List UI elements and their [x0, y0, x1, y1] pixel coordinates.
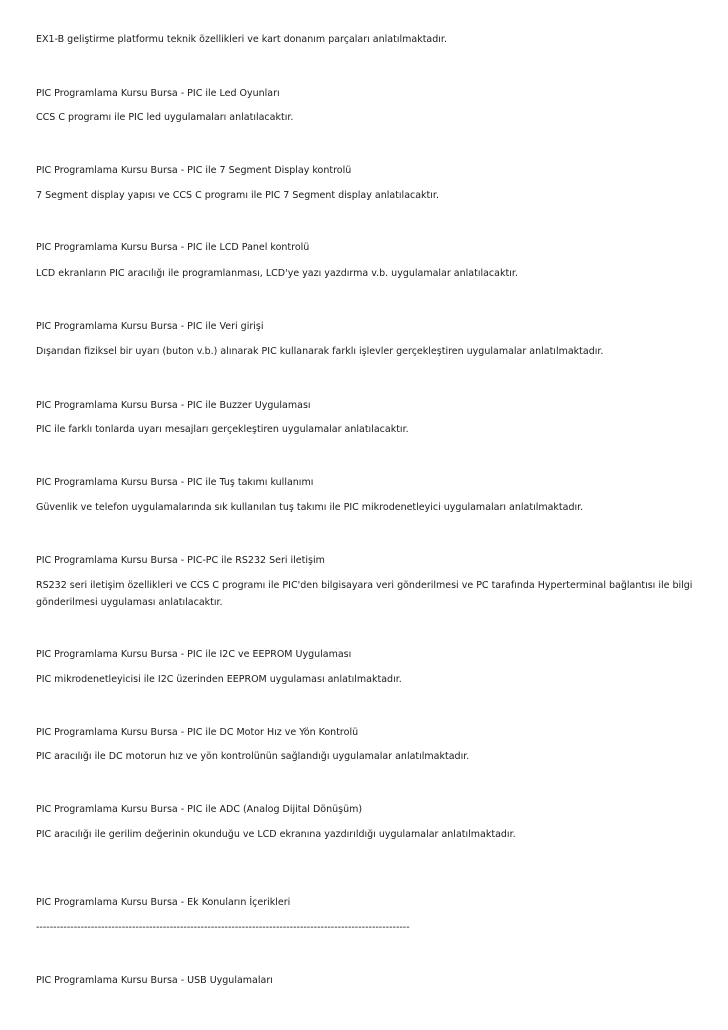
section-desc-i2c: PIC mikrodenetleyicisi ile I2C üzerinden EEPROM uygulaması anlatılmaktadır.: [36, 674, 402, 685]
section-desc-7segment: 7 Segment display yapısı ve CCS C programı ile PIC 7 Segment display anlatılacaktır.: [36, 190, 439, 201]
section-title-7segment: PIC Programlama Kursu Bursa - PIC ile 7 Segment Display kontrolü: [36, 165, 352, 176]
section-title-lcd: PIC Programlama Kursu Bursa - PIC ile LCD Panel kontrolü: [36, 242, 310, 253]
section-desc-keypad: Güvenlik ve telefon uygulamalarında sık kullanılan tuş takımı ile PIC mikrodenetleyici uygulamaları anlatılmaktadır.: [36, 502, 584, 513]
extra-topics-title: PIC Programlama Kursu Bursa - Ek Konuların İçerikleri: [36, 897, 291, 908]
section-title-adc: PIC Programlama Kursu Bursa - PIC ile ADC (Analog Dijital Dönüşüm): [36, 804, 363, 815]
section-desc-rs232: RS232 seri iletişim özellikleri ve CCS C programı ile PIC'den bilgisayara veri gönderilmesi ve PC tarafında Hyperterminal bağlantısı ile bilgi gönderilmesi uygulaması anlatılacaktır.: [36, 580, 693, 608]
section-title-i2c: PIC Programlama Kursu Bursa - PIC ile I2C ve EEPROM Uygulaması: [36, 649, 352, 660]
section-title-dc-motor: PIC Programlama Kursu Bursa - PIC ile DC Motor Hız ve Yön Kontrolü: [36, 727, 359, 738]
section-desc-led: CCS C programı ile PIC led uygulamaları anlatılacaktır.: [36, 112, 294, 123]
section-desc-adc: PIC aracılığı ile gerilim değerinin okunduğu ve LCD ekranına yazdırıldığı uygulamalar anlatılmaktadır.: [36, 829, 516, 840]
section-title-rs232: PIC Programlama Kursu Bursa - PIC-PC ile RS232 Seri iletişim: [36, 555, 325, 566]
section-title-buzzer: PIC Programlama Kursu Bursa - PIC ile Buzzer Uygulaması: [36, 400, 311, 411]
intro-paragraph: EX1-B geliştirme platformu teknik özellikleri ve kart donanım parçaları anlatılmaktadır.: [36, 34, 447, 45]
section-title-data-input: PIC Programlama Kursu Bursa - PIC ile Veri girişi: [36, 321, 264, 332]
section-desc-dc-motor: PIC aracılığı ile DC motorun hız ve yön kontrolünün sağlandığı uygulamalar anlatılmaktadır.: [36, 751, 470, 762]
section-desc-buzzer: PIC ile farklı tonlarda uyarı mesajları gerçekleştiren uygulamalar anlatılacaktır.: [36, 424, 409, 435]
section-title-keypad: PIC Programlama Kursu Bursa - PIC ile Tuş takımı kullanımı: [36, 477, 314, 488]
separator-line: -------------------------------------------------------------------------------------------------------------: [36, 922, 410, 933]
section-desc-lcd: LCD ekranların PIC aracılığı ile programlanması, LCD'ye yazı yazdırma v.b. uygulamalar anlatılacaktır.: [36, 268, 518, 279]
section-title-usb: PIC Programlama Kursu Bursa - USB Uygulamaları: [36, 975, 273, 986]
section-title-led: PIC Programlama Kursu Bursa - PIC ile Led Oyunları: [36, 88, 280, 99]
section-desc-data-input: Dışarıdan fiziksel bir uyarı (buton v.b.) alınarak PIC kullanarak farklı işlevler gerçekleştiren uygulamalar anlatılmaktadır.: [36, 346, 604, 357]
